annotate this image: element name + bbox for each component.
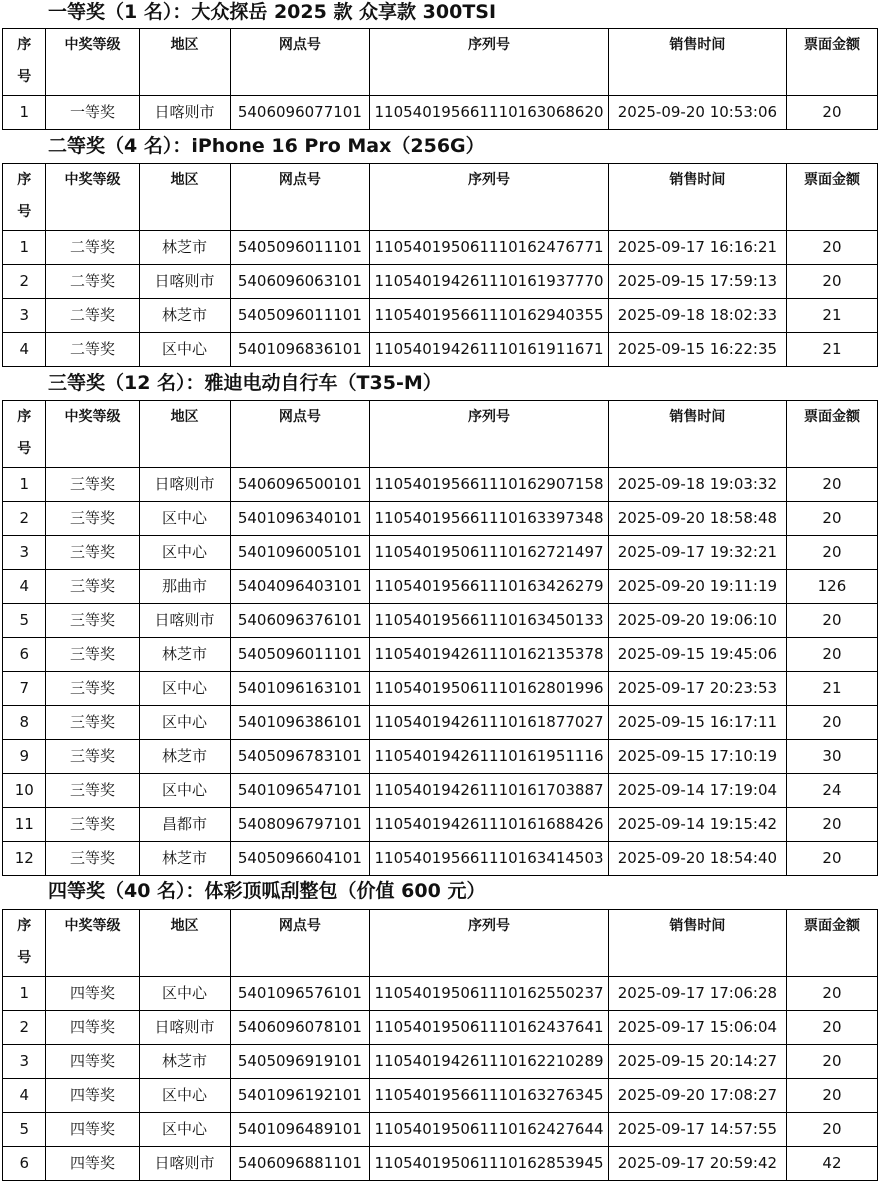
cell-region: 区中心: [139, 672, 230, 706]
cell-outlet: 5405096011101: [230, 638, 370, 672]
cell-seq: 3: [3, 536, 46, 570]
cell-serial: 110540195661110162907158: [370, 468, 609, 502]
cell-level: 三等奖: [46, 604, 139, 638]
table-row: [3, 502, 878, 536]
cell-region: 区中心: [139, 333, 230, 367]
table-row: [3, 536, 878, 570]
cell-serial: 110540195661110163450133: [370, 604, 609, 638]
col-region-header: 地区: [139, 164, 230, 231]
cell-outlet: 5405096011101: [230, 299, 370, 333]
cell-region: 日喀则市: [139, 1011, 230, 1045]
header-row: [3, 29, 878, 96]
cell-level: 三等奖: [46, 774, 139, 808]
cell-serial: 110540194261110161951116: [370, 740, 609, 774]
col-amount-header: 票面金额: [786, 29, 877, 96]
table-row: [3, 570, 878, 604]
cell-time: 2025-09-15 19:45:06: [608, 638, 786, 672]
cell-region: 日喀则市: [139, 96, 230, 130]
cell-seq: 4: [3, 333, 46, 367]
table-row: [3, 468, 878, 502]
cell-seq: 12: [3, 842, 46, 876]
table-row: [3, 299, 878, 333]
cell-serial: 110540194261110162135378: [370, 638, 609, 672]
cell-outlet: 5405096011101: [230, 231, 370, 265]
col-time-header: 销售时间: [608, 401, 786, 468]
cell-outlet: 5406096376101: [230, 604, 370, 638]
cell-amount: 20: [786, 842, 877, 876]
seq-header-char: 序: [17, 172, 32, 188]
cell-level: 三等奖: [46, 740, 139, 774]
cell-outlet: 5406096063101: [230, 265, 370, 299]
cell-seq: 4: [3, 1079, 46, 1113]
cell-time: 2025-09-15 17:59:13: [608, 265, 786, 299]
cell-region: 日喀则市: [139, 468, 230, 502]
cell-level: 三等奖: [46, 672, 139, 706]
cell-seq: 9: [3, 740, 46, 774]
seq-header-char: 号: [17, 204, 32, 220]
col-region-header: 地区: [139, 29, 230, 96]
table-row: [3, 774, 878, 808]
table-row: [3, 706, 878, 740]
section-heading-fourth-prize: 四等奖（40 名）：体彩顶呱刮整包（价值 600 元）: [48, 880, 486, 902]
cell-region: 林芝市: [139, 638, 230, 672]
cell-amount: 126: [786, 570, 877, 604]
cell-seq: 7: [3, 672, 46, 706]
table-row: [3, 672, 878, 706]
table-row: [3, 231, 878, 265]
cell-outlet: 5406096077101: [230, 96, 370, 130]
cell-outlet: 5401096576101: [230, 977, 370, 1011]
section-heading-third-prize: 三等奖（12 名）：雅迪电动自行车（T35-M）: [48, 372, 442, 394]
cell-time: 2025-09-18 19:03:32: [608, 468, 786, 502]
col-seq-header: [3, 29, 46, 96]
cell-amount: 20: [786, 808, 877, 842]
cell-region: 区中心: [139, 1079, 230, 1113]
cell-seq: 6: [3, 638, 46, 672]
col-seq-header: [3, 910, 46, 977]
cell-outlet: 5405096919101: [230, 1045, 370, 1079]
cell-level: 三等奖: [46, 842, 139, 876]
seq-header-char: 序: [17, 918, 32, 934]
second-prize-table: [2, 163, 878, 367]
cell-seq: 1: [3, 96, 46, 130]
cell-region: 林芝市: [139, 299, 230, 333]
cell-time: 2025-09-18 18:02:33: [608, 299, 786, 333]
cell-level: 三等奖: [46, 706, 139, 740]
cell-level: 二等奖: [46, 231, 139, 265]
cell-seq: 6: [3, 1147, 46, 1181]
cell-time: 2025-09-20 18:54:40: [608, 842, 786, 876]
cell-region: 区中心: [139, 1113, 230, 1147]
cell-region: 日喀则市: [139, 265, 230, 299]
cell-time: 2025-09-15 17:10:19: [608, 740, 786, 774]
table-row: [3, 1045, 878, 1079]
fourth-prize-table: [2, 909, 878, 1181]
cell-amount: 20: [786, 638, 877, 672]
col-outlet-header: 网点号: [230, 164, 370, 231]
cell-level: 二等奖: [46, 333, 139, 367]
cell-region: 区中心: [139, 536, 230, 570]
cell-level: 三等奖: [46, 638, 139, 672]
first-prize-table: [2, 28, 878, 130]
col-serial-header: 序列号: [370, 910, 609, 977]
cell-time: 2025-09-15 16:17:11: [608, 706, 786, 740]
cell-seq: 1: [3, 231, 46, 265]
header-row: [3, 401, 878, 468]
cell-region: 区中心: [139, 774, 230, 808]
col-time-header: 销售时间: [608, 29, 786, 96]
cell-outlet: 5408096797101: [230, 808, 370, 842]
cell-level: 四等奖: [46, 1045, 139, 1079]
cell-serial: 110540195661110163068620: [370, 96, 609, 130]
cell-amount: 20: [786, 1079, 877, 1113]
col-seq-header: [3, 401, 46, 468]
cell-serial: 110540195661110162940355: [370, 299, 609, 333]
cell-seq: 11: [3, 808, 46, 842]
cell-amount: 20: [786, 231, 877, 265]
header-row: [3, 910, 878, 977]
header-row: [3, 164, 878, 231]
cell-level: 四等奖: [46, 1147, 139, 1181]
cell-time: 2025-09-20 18:58:48: [608, 502, 786, 536]
cell-amount: 20: [786, 502, 877, 536]
cell-serial: 110540195061110162721497: [370, 536, 609, 570]
cell-outlet: 5405096783101: [230, 740, 370, 774]
seq-header-char: 序: [17, 37, 32, 53]
cell-time: 2025-09-14 19:15:42: [608, 808, 786, 842]
cell-level: 一等奖: [46, 96, 139, 130]
cell-seq: 5: [3, 1113, 46, 1147]
cell-outlet: 5406096500101: [230, 468, 370, 502]
cell-level: 三等奖: [46, 468, 139, 502]
cell-seq: 2: [3, 1011, 46, 1045]
cell-level: 二等奖: [46, 265, 139, 299]
cell-seq: 10: [3, 774, 46, 808]
cell-time: 2025-09-17 17:06:28: [608, 977, 786, 1011]
cell-amount: 21: [786, 333, 877, 367]
cell-seq: 1: [3, 977, 46, 1011]
cell-amount: 24: [786, 774, 877, 808]
cell-time: 2025-09-20 17:08:27: [608, 1079, 786, 1113]
table-row: [3, 977, 878, 1011]
cell-amount: 20: [786, 1045, 877, 1079]
cell-serial: 110540195061110162801996: [370, 672, 609, 706]
cell-serial: 110540195661110163397348: [370, 502, 609, 536]
table-row: [3, 1113, 878, 1147]
section-heading-second-prize: 二等奖（4 名）：iPhone 16 Pro Max（256G）: [48, 135, 485, 157]
col-time-header: 销售时间: [608, 910, 786, 977]
cell-seq: 1: [3, 468, 46, 502]
cell-seq: 3: [3, 1045, 46, 1079]
col-serial-header: 序列号: [370, 164, 609, 231]
cell-level: 四等奖: [46, 1011, 139, 1045]
cell-region: 区中心: [139, 706, 230, 740]
col-level-header: 中奖等级: [46, 29, 139, 96]
cell-level: 三等奖: [46, 502, 139, 536]
cell-region: 日喀则市: [139, 604, 230, 638]
cell-amount: 20: [786, 1113, 877, 1147]
cell-amount: 20: [786, 604, 877, 638]
cell-region: 区中心: [139, 977, 230, 1011]
cell-time: 2025-09-17 20:23:53: [608, 672, 786, 706]
cell-time: 2025-09-15 16:22:35: [608, 333, 786, 367]
cell-time: 2025-09-17 14:57:55: [608, 1113, 786, 1147]
cell-serial: 110540194261110161937770: [370, 265, 609, 299]
cell-serial: 110540195061110162853945: [370, 1147, 609, 1181]
cell-serial: 110540195061110162476771: [370, 231, 609, 265]
cell-amount: 20: [786, 468, 877, 502]
col-amount-header: 票面金额: [786, 910, 877, 977]
table-row: [3, 842, 878, 876]
cell-region: 那曲市: [139, 570, 230, 604]
cell-outlet: 5401096836101: [230, 333, 370, 367]
cell-serial: 110540195661110163426279: [370, 570, 609, 604]
col-outlet-header: 网点号: [230, 29, 370, 96]
cell-serial: 110540195661110163276345: [370, 1079, 609, 1113]
cell-outlet: 5401096489101: [230, 1113, 370, 1147]
cell-outlet: 5401096386101: [230, 706, 370, 740]
cell-amount: 20: [786, 96, 877, 130]
seq-header-char: 号: [17, 950, 32, 966]
cell-amount: 30: [786, 740, 877, 774]
table-row: [3, 740, 878, 774]
col-outlet-header: 网点号: [230, 910, 370, 977]
cell-level: 四等奖: [46, 1079, 139, 1113]
cell-amount: 21: [786, 672, 877, 706]
cell-outlet: 5401096547101: [230, 774, 370, 808]
cell-seq: 4: [3, 570, 46, 604]
cell-seq: 2: [3, 502, 46, 536]
table-row: [3, 1147, 878, 1181]
seq-header-char: 号: [17, 69, 32, 85]
table-row: [3, 808, 878, 842]
col-time-header: 销售时间: [608, 164, 786, 231]
cell-time: 2025-09-20 19:11:19: [608, 570, 786, 604]
cell-region: 区中心: [139, 502, 230, 536]
cell-serial: 110540195061110162427644: [370, 1113, 609, 1147]
col-level-header: 中奖等级: [46, 910, 139, 977]
cell-amount: 20: [786, 977, 877, 1011]
table-row: [3, 1079, 878, 1113]
cell-serial: 110540194261110161877027: [370, 706, 609, 740]
cell-amount: 20: [786, 265, 877, 299]
col-region-header: 地区: [139, 910, 230, 977]
cell-seq: 8: [3, 706, 46, 740]
cell-time: 2025-09-14 17:19:04: [608, 774, 786, 808]
cell-time: 2025-09-20 10:53:06: [608, 96, 786, 130]
cell-region: 林芝市: [139, 740, 230, 774]
cell-time: 2025-09-17 16:16:21: [608, 231, 786, 265]
cell-level: 三等奖: [46, 570, 139, 604]
cell-region: 林芝市: [139, 1045, 230, 1079]
cell-outlet: 5401096192101: [230, 1079, 370, 1113]
cell-time: 2025-09-17 20:59:42: [608, 1147, 786, 1181]
seq-header-char: 号: [17, 441, 32, 457]
cell-time: 2025-09-15 20:14:27: [608, 1045, 786, 1079]
cell-time: 2025-09-17 19:32:21: [608, 536, 786, 570]
col-amount-header: 票面金额: [786, 164, 877, 231]
cell-amount: 20: [786, 536, 877, 570]
cell-serial: 110540194261110161688426: [370, 808, 609, 842]
section-heading-first-prize: 一等奖（1 名）：大众探岳 2025 款 众享款 300TSI: [48, 1, 497, 23]
cell-level: 二等奖: [46, 299, 139, 333]
cell-region: 昌都市: [139, 808, 230, 842]
cell-outlet: 5405096604101: [230, 842, 370, 876]
cell-outlet: 5401096340101: [230, 502, 370, 536]
cell-level: 四等奖: [46, 1113, 139, 1147]
cell-amount: 20: [786, 1011, 877, 1045]
table-row: [3, 604, 878, 638]
col-serial-header: 序列号: [370, 29, 609, 96]
table-row: [3, 638, 878, 672]
table-row: [3, 265, 878, 299]
col-level-header: 中奖等级: [46, 164, 139, 231]
cell-serial: 110540195661110163414503: [370, 842, 609, 876]
cell-level: 四等奖: [46, 977, 139, 1011]
col-region-header: 地区: [139, 401, 230, 468]
cell-serial: 110540194261110162210289: [370, 1045, 609, 1079]
cell-region: 林芝市: [139, 842, 230, 876]
cell-outlet: 5406096881101: [230, 1147, 370, 1181]
cell-region: 林芝市: [139, 231, 230, 265]
table-row: [3, 333, 878, 367]
cell-serial: 110540195061110162550237: [370, 977, 609, 1011]
cell-serial: 110540194261110161911671: [370, 333, 609, 367]
col-serial-header: 序列号: [370, 401, 609, 468]
cell-outlet: 5404096403101: [230, 570, 370, 604]
cell-outlet: 5406096078101: [230, 1011, 370, 1045]
cell-seq: 5: [3, 604, 46, 638]
cell-time: 2025-09-17 15:06:04: [608, 1011, 786, 1045]
cell-level: 三等奖: [46, 536, 139, 570]
cell-seq: 3: [3, 299, 46, 333]
table-row: [3, 96, 878, 130]
col-seq-header: [3, 164, 46, 231]
cell-outlet: 5401096163101: [230, 672, 370, 706]
cell-amount: 21: [786, 299, 877, 333]
cell-serial: 110540195061110162437641: [370, 1011, 609, 1045]
cell-time: 2025-09-20 19:06:10: [608, 604, 786, 638]
col-outlet-header: 网点号: [230, 401, 370, 468]
cell-seq: 2: [3, 265, 46, 299]
table-row: [3, 1011, 878, 1045]
seq-header-char: 序: [17, 409, 32, 425]
cell-amount: 20: [786, 706, 877, 740]
col-amount-header: 票面金额: [786, 401, 877, 468]
cell-serial: 110540194261110161703887: [370, 774, 609, 808]
cell-level: 三等奖: [46, 808, 139, 842]
cell-outlet: 5401096005101: [230, 536, 370, 570]
cell-region: 日喀则市: [139, 1147, 230, 1181]
third-prize-table: [2, 400, 878, 876]
cell-amount: 42: [786, 1147, 877, 1181]
col-level-header: 中奖等级: [46, 401, 139, 468]
